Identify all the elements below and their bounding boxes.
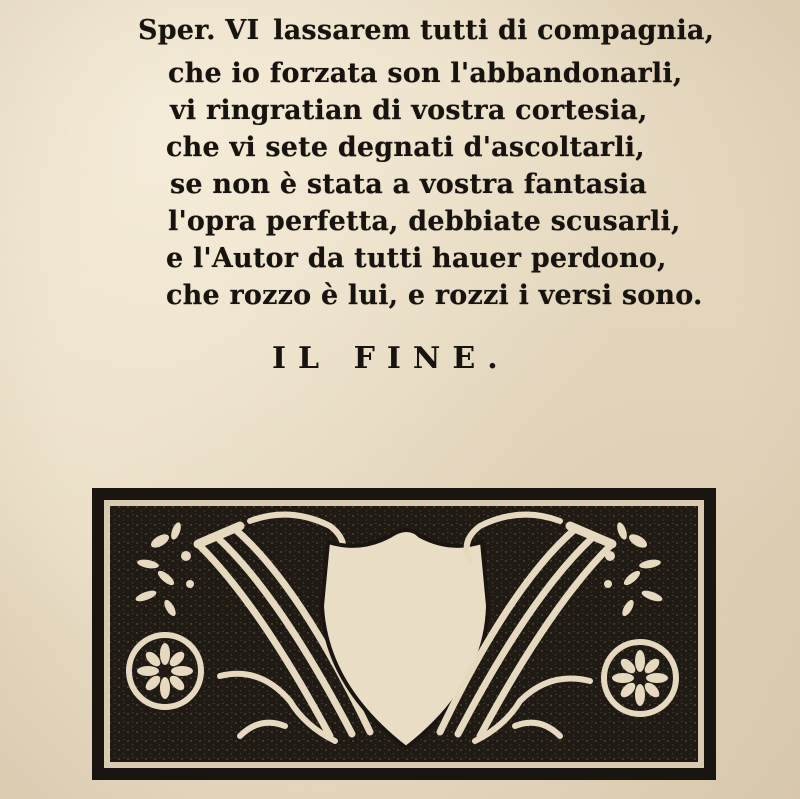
left-rosette [129,635,201,707]
finis-heading: IL FINE. [272,341,510,376]
verse-text: e l'Autor da tutti hauer perdono, [166,243,667,274]
verse-text: se non è stata a vostra fantasia [170,169,648,200]
verse-line-7 [166,242,667,276]
verse-line-6 [168,205,681,239]
verse-text: che rozzo è lui, e rozzi i versi sono. [166,280,703,311]
verse-text: l'opra perfetta, debbiate scusarli, [168,206,681,237]
verse-line-3 [170,94,648,128]
verse-line-2 [168,57,682,91]
show-through-text [60,64,68,89]
right-rosette [604,642,676,714]
verse-line-4 [166,131,645,165]
verse-line-5 [170,168,647,202]
verse-text: vi ringratian di vostra cortesia, [170,95,648,126]
woodcut-tailpiece [90,486,718,782]
verse-text: che vi sete degnati d'ascoltarli, [166,132,645,163]
verse-text: lassarem tutti di compagnia, [273,15,715,46]
verse-line-1 [138,14,714,48]
verse-text: che io forzata son l'abbandonarli, [168,58,683,89]
verse-line-8 [166,279,703,313]
speaker-label: Sper. VI [138,15,260,46]
